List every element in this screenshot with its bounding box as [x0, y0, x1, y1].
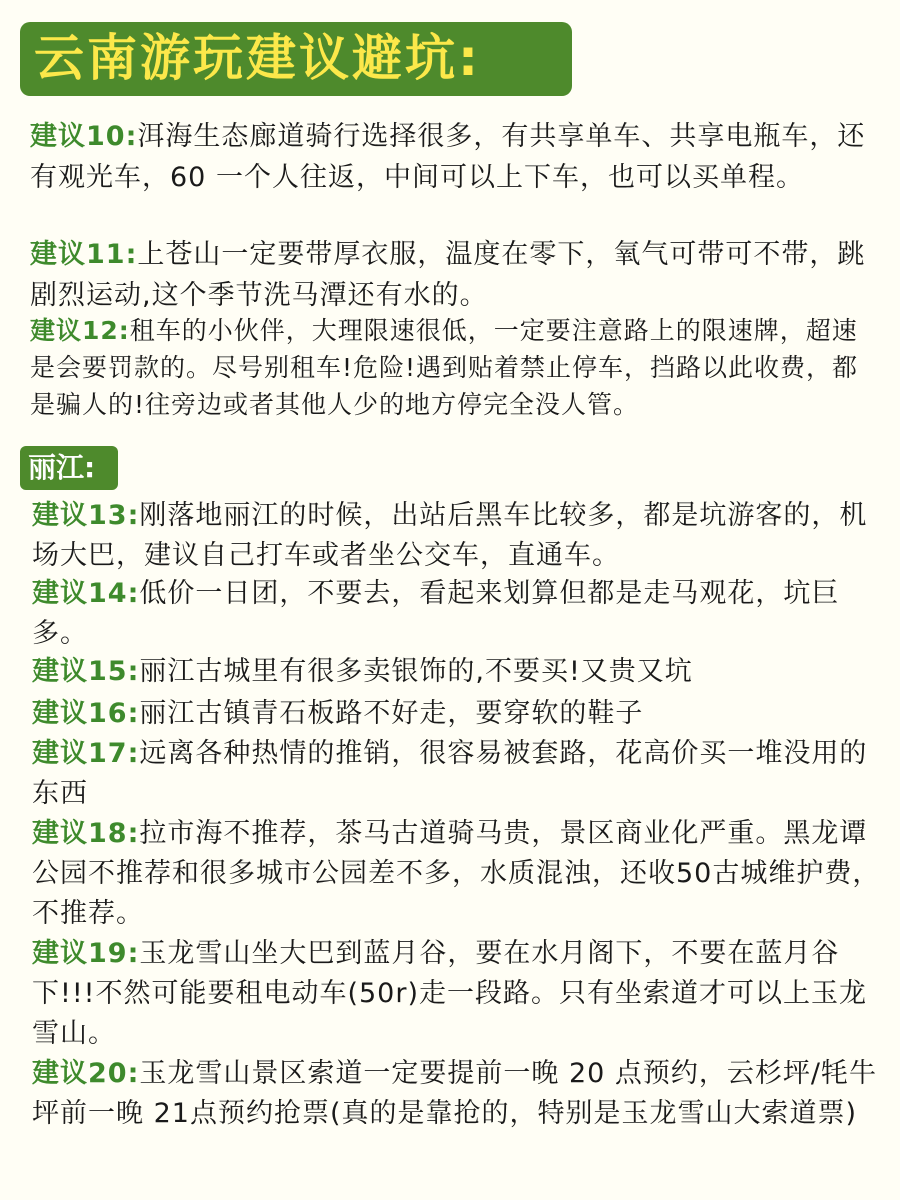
tip-text: 丽江古城里有很多卖银饰的,不要买!又贵又坑: [139, 656, 693, 687]
tip-text: 玉龙雪山景区索道一定要提前一晚 20 点预约，云杉坪/牦牛坪前一晚 21点预约抢票(真的是靠抢的，特别是玉龙雪山大索道票): [32, 1058, 877, 1129]
tip-text: 低价一日团，不要去，看起来划算但都是走马观花，坑巨多。: [32, 578, 840, 649]
tip-label: 建议16:: [32, 698, 140, 729]
tip-19: [32, 934, 882, 1054]
tip-15: [32, 652, 882, 692]
tip-10: [30, 116, 880, 198]
tip-text: 洱海生态廊道骑行选择很多，有共享单车、共享电瓶车，还有观光车，60 一个人往返，中间可以上下车，也可以买单程。: [30, 121, 866, 193]
tip-label: 建议11:: [30, 239, 138, 270]
section-title: 丽江:: [28, 451, 96, 484]
tip-14: [32, 574, 882, 654]
page-title: 云南游玩建议避坑:: [34, 29, 481, 87]
tip-text: 拉市海不推荐，茶马古道骑马贵，景区商业化严重。黑龙谭公园不推荐和很多城市公园差不多，水质混浊，还收50古城维护费，不推荐。: [32, 818, 881, 929]
title-banner: [20, 22, 572, 96]
tip-label: 建议15:: [32, 656, 140, 687]
tip-17: [32, 734, 882, 814]
tip-16: [32, 694, 882, 734]
tip-18: [32, 814, 882, 934]
tip-text: 丽江古镇青石板路不好走，要穿软的鞋子: [139, 698, 644, 729]
tip-label: 建议14:: [32, 578, 140, 609]
tip-text: 上苍山一定要带厚衣服，温度在零下，氧气可带可不带，跳剧烈运动,这个季节洗马潭还有水的。: [30, 239, 866, 311]
tip-label: 建议13:: [32, 500, 140, 531]
tip-text: 远离各种热情的推销，很容易被套路，花高价买一堆没用的东西: [32, 738, 868, 809]
tip-text: 刚落地丽江的时候，出站后黑车比较多，都是坑游客的，机场大巴，建议自己打车或者坐公交车，直通车。: [32, 500, 868, 571]
tip-label: 建议12:: [30, 316, 130, 345]
tip-label: 建议18:: [32, 818, 140, 849]
tip-label: 建议20:: [32, 1058, 140, 1089]
tip-label: 建议10:: [30, 121, 138, 152]
tip-label: 建议17:: [32, 738, 140, 769]
section-badge-lijiang: [20, 446, 118, 490]
tip-text: 玉龙雪山坐大巴到蓝月谷，要在水月阁下，不要在蓝月谷下!!!不然可能要租电动车(50r)走一段路。只有坐索道才可以上玉龙雪山。: [32, 938, 867, 1049]
tip-text: 租车的小伙伴，大理限速很低，一定要注意路上的限速牌，超速是会要罚款的。尽号别租车!危险!遇到贴着禁止停车，挡路以此收费，都是骗人的!往旁边或者其他人少的地方停完全没人管。: [30, 316, 859, 419]
tip-12: [30, 312, 880, 423]
tip-20: [32, 1054, 882, 1134]
tip-13: [32, 496, 882, 576]
tip-11: [30, 234, 880, 316]
tip-label: 建议19:: [32, 938, 140, 969]
